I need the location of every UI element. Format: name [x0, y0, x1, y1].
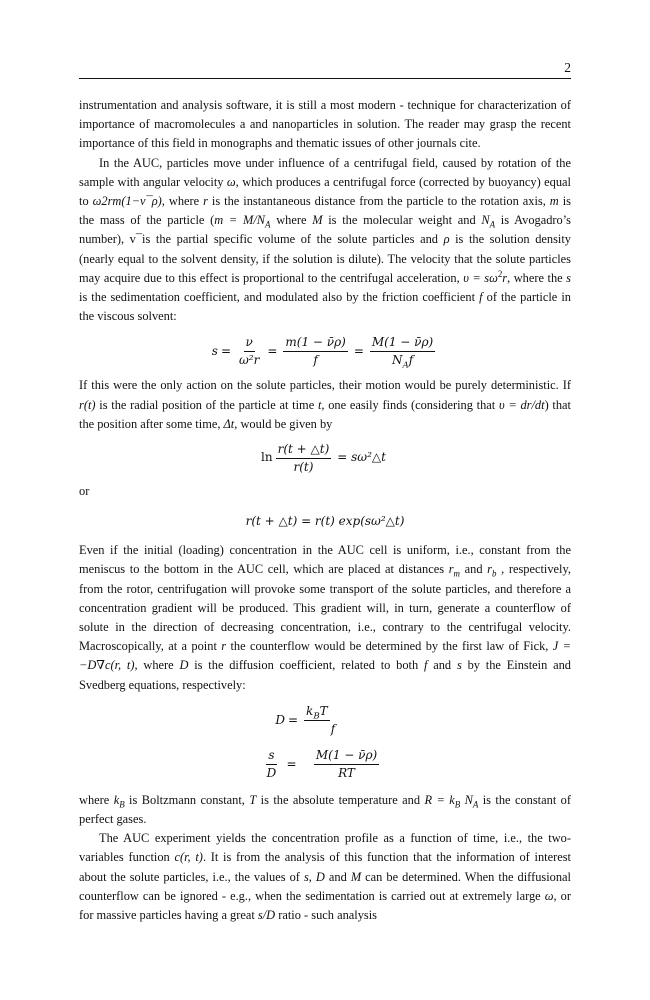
text-span: ratio - such analysis [275, 908, 377, 923]
text-span: by the Einstein and Svedberg equations, respectively: [79, 658, 571, 692]
eq-numerator: s [266, 748, 276, 765]
subscript: A [489, 219, 496, 230]
header-rule [79, 78, 571, 79]
text-span: The AUC experiment yields the concentration profile as a function of time, i.e., the two-variables function [79, 831, 571, 865]
equation-einstein [79, 701, 571, 741]
text-span: , which produces a centrifugal force (corrected by buoyancy) equal to [79, 174, 571, 209]
symbol-t: t [317, 397, 322, 412]
eq-numerator: m(1 − ν̄ρ) [283, 335, 347, 352]
eq-equals: = [287, 713, 299, 728]
eq-numerator [304, 704, 330, 721]
text-span: and [324, 869, 351, 884]
symbol-omega: ω [226, 174, 236, 189]
paragraph-experiment [79, 829, 571, 925]
eq-equals: = [286, 757, 297, 772]
subscript: B [313, 711, 320, 722]
eq-lhs-fraction [259, 748, 283, 781]
symbol-M: M [350, 869, 362, 884]
text-span: , or for massive particles having a great [79, 888, 571, 923]
eq-fraction [276, 442, 332, 475]
inline-formula-gas-constant: R = k [424, 792, 455, 807]
equation-sedimentation [79, 326, 571, 376]
equation-exponential [79, 501, 571, 541]
eq-denominator: RT [338, 766, 355, 781]
subscript: A [265, 219, 271, 230]
text-span: , would be given by [234, 416, 333, 431]
equation-svedberg [79, 745, 571, 785]
symbol-T: T [249, 792, 257, 807]
eq-rhs: = sω²△t [337, 450, 386, 465]
equation-einstein-svedberg [79, 695, 571, 791]
eq-equals: = [267, 343, 278, 358]
paragraph-intro: instrumentation and analysis software, it is still a most modern - technique for characterization of importance of macromolecules a and nanoparticles in solution. The reader may grasp the recent importance of this field in monographs and thematic issues of other journals cite. [79, 98, 571, 151]
text-span: and [427, 658, 457, 673]
text-span: is the diffusion coefficient, related to both [188, 658, 424, 673]
symbol-rho: ρ [443, 232, 450, 247]
symbol-m: m [549, 194, 559, 209]
text-span: is Avogadro’s number), v¯is the partial specific volume of the solute particles and [79, 213, 572, 247]
paragraph-constants [79, 791, 571, 829]
inline-formula-s-over-D: s/D [257, 908, 276, 923]
paragraph-deterministic [79, 376, 571, 434]
eq-expression: r(t + △t) = r(t) exp(sω²△t) [245, 513, 405, 528]
symbol-D: D [315, 869, 325, 884]
subscript: A [472, 799, 479, 810]
eq-symbol: k [306, 704, 314, 719]
text-span: the counterflow would be determined by the first law of Fick, [226, 639, 553, 654]
eq-denominator: D [266, 766, 277, 781]
inline-formula-velocity-def: υ = dr/dt [498, 397, 545, 412]
inline-formula-rt: r(t) [79, 397, 96, 412]
eq-denominator: f [313, 352, 318, 367]
eq-numerator: r(t + △t) [276, 442, 332, 459]
text-span: is Boltzmann constant, [124, 792, 250, 807]
symbol-f: f [479, 290, 483, 305]
eq-symbol: D [275, 713, 285, 728]
eq-ln: ln [261, 450, 273, 465]
subscript: B [119, 799, 125, 810]
eq-fraction [303, 748, 391, 781]
text-span: where [270, 213, 313, 228]
symbol-NA: N [481, 213, 490, 228]
eq-numerator: ν [244, 335, 255, 352]
inline-formula-force: ω2rm(1−v¯ρ) [92, 194, 162, 209]
eq-denominator: f [330, 722, 336, 737]
symbol-s: s [566, 270, 571, 285]
text-span: If this were the only action on the solute particles, their motion would be purely deterministic. If [79, 378, 571, 393]
text-span: is the instantaneous distance from the particle to the rotation axis, [207, 194, 550, 209]
text-span: can be determined. When the diffusional counterflow can be ignored - e.g., when the sedimentation is carried out at extremely large [79, 869, 572, 903]
eq-symbol: N [391, 352, 403, 367]
text-span: and [459, 562, 488, 577]
text-span: where [79, 792, 114, 807]
symbol-omega: ω [544, 888, 554, 903]
inline-formula-velocity: υ = sω [463, 270, 498, 285]
symbol-delta-t: Δt [223, 416, 235, 431]
text-span: , where the [507, 270, 567, 285]
subscript: A [402, 360, 409, 371]
eq-lhs [255, 711, 285, 730]
symbol-r: r [203, 194, 208, 209]
eq-equals: = [220, 343, 231, 358]
symbol-M: M [312, 213, 323, 228]
text-span: is the solution density (nearly equal to the solvent density, if the solution is dilute). The velocity that the solute particles may acquire due to this effect is proportional to the centrifugal acceleration, [79, 232, 571, 285]
text-span: is the molecular weight and [322, 213, 482, 228]
text-span: ) that the position after some time, [79, 397, 571, 431]
symbol-s: s [456, 658, 462, 673]
eq-equals: = [353, 343, 364, 358]
eq-symbol: T [319, 704, 328, 719]
text-span: , one easily finds (considering that [321, 397, 499, 412]
eq-numerator: M(1 − ν̄ρ) [370, 335, 435, 352]
text-span: , where [134, 658, 180, 673]
symbol-s: s [303, 869, 309, 884]
eq-denominator: ω²r [239, 352, 260, 367]
inline-formula-fick: J = −D∇c(r, t) [79, 639, 571, 673]
subscript: b [492, 568, 497, 579]
eq-denominator: r(t) [293, 459, 314, 474]
eq-fraction [237, 335, 261, 368]
eq-denominator [390, 352, 415, 371]
superscript: 2 [497, 268, 503, 279]
text-span: . It is from the analysis of this function that the information of interest about the solute particles, i.e., the values of [79, 850, 571, 884]
text-span: is the absolute temperature and [256, 792, 425, 807]
symbol-rm: r [448, 562, 454, 577]
symbol-rb: r [487, 562, 492, 577]
page-number: 2 [564, 60, 571, 75]
subscript: B [454, 799, 461, 810]
paragraph-diffusion [79, 541, 571, 695]
equation-log-ratio [79, 434, 571, 482]
text-span: In the AUC, particles move under influence of a centrifugal field, caused by rotation of the sample with angular velocity [79, 155, 571, 189]
inline-formula-mass: m = M/N [214, 213, 266, 228]
subscript: m [453, 568, 460, 579]
symbol-r: r [221, 639, 227, 654]
document-body [79, 96, 571, 925]
text-span: Even if the initial (loading) concentration in the AUC cell is uniform, i.e., constant from the meniscus to the bottom in the AUC cell, which are placed at distances [79, 543, 571, 577]
eq-symbol: f [408, 352, 414, 367]
eq-fraction [304, 704, 392, 737]
text-span: , [308, 869, 316, 884]
symbol-kB: k [113, 792, 120, 807]
text-span: , where [161, 194, 204, 209]
eq-fraction [283, 335, 347, 368]
text-or: or [79, 484, 90, 499]
inline-formula-concentration: c(r, t) [174, 850, 203, 865]
symbol-D: D [179, 658, 189, 673]
text-span: is the constant of perfect gases. [79, 792, 571, 827]
eq-numerator: M(1 − ν̄ρ) [314, 748, 379, 765]
text-span: is the mass of the particle ( [79, 194, 571, 228]
paragraph-auc-forces [79, 154, 571, 327]
symbol-N: N [460, 792, 473, 807]
symbol-f: f [423, 658, 428, 673]
eq-symbol: s [211, 343, 218, 358]
text-span: of the particle in the viscous solvent: [79, 290, 571, 324]
text-span: , respectively, from the rotor, centrifugation will provoke some transport of the solute particles, and therefore a concentration gradient will be produced. This gradient will, in turn, generate a counterflow of solute in the direction of decreasing concentration, i.e., contrary to the centrifugal velocity. Macroscopically, at a point [79, 562, 571, 654]
eq-fraction [370, 334, 435, 371]
symbol-r: r [502, 270, 508, 285]
text-span: is the sedimentation coefficient, and modulated also by the friction coefficient [79, 290, 480, 305]
text-span: is the radial position of the particle at time [95, 397, 318, 412]
